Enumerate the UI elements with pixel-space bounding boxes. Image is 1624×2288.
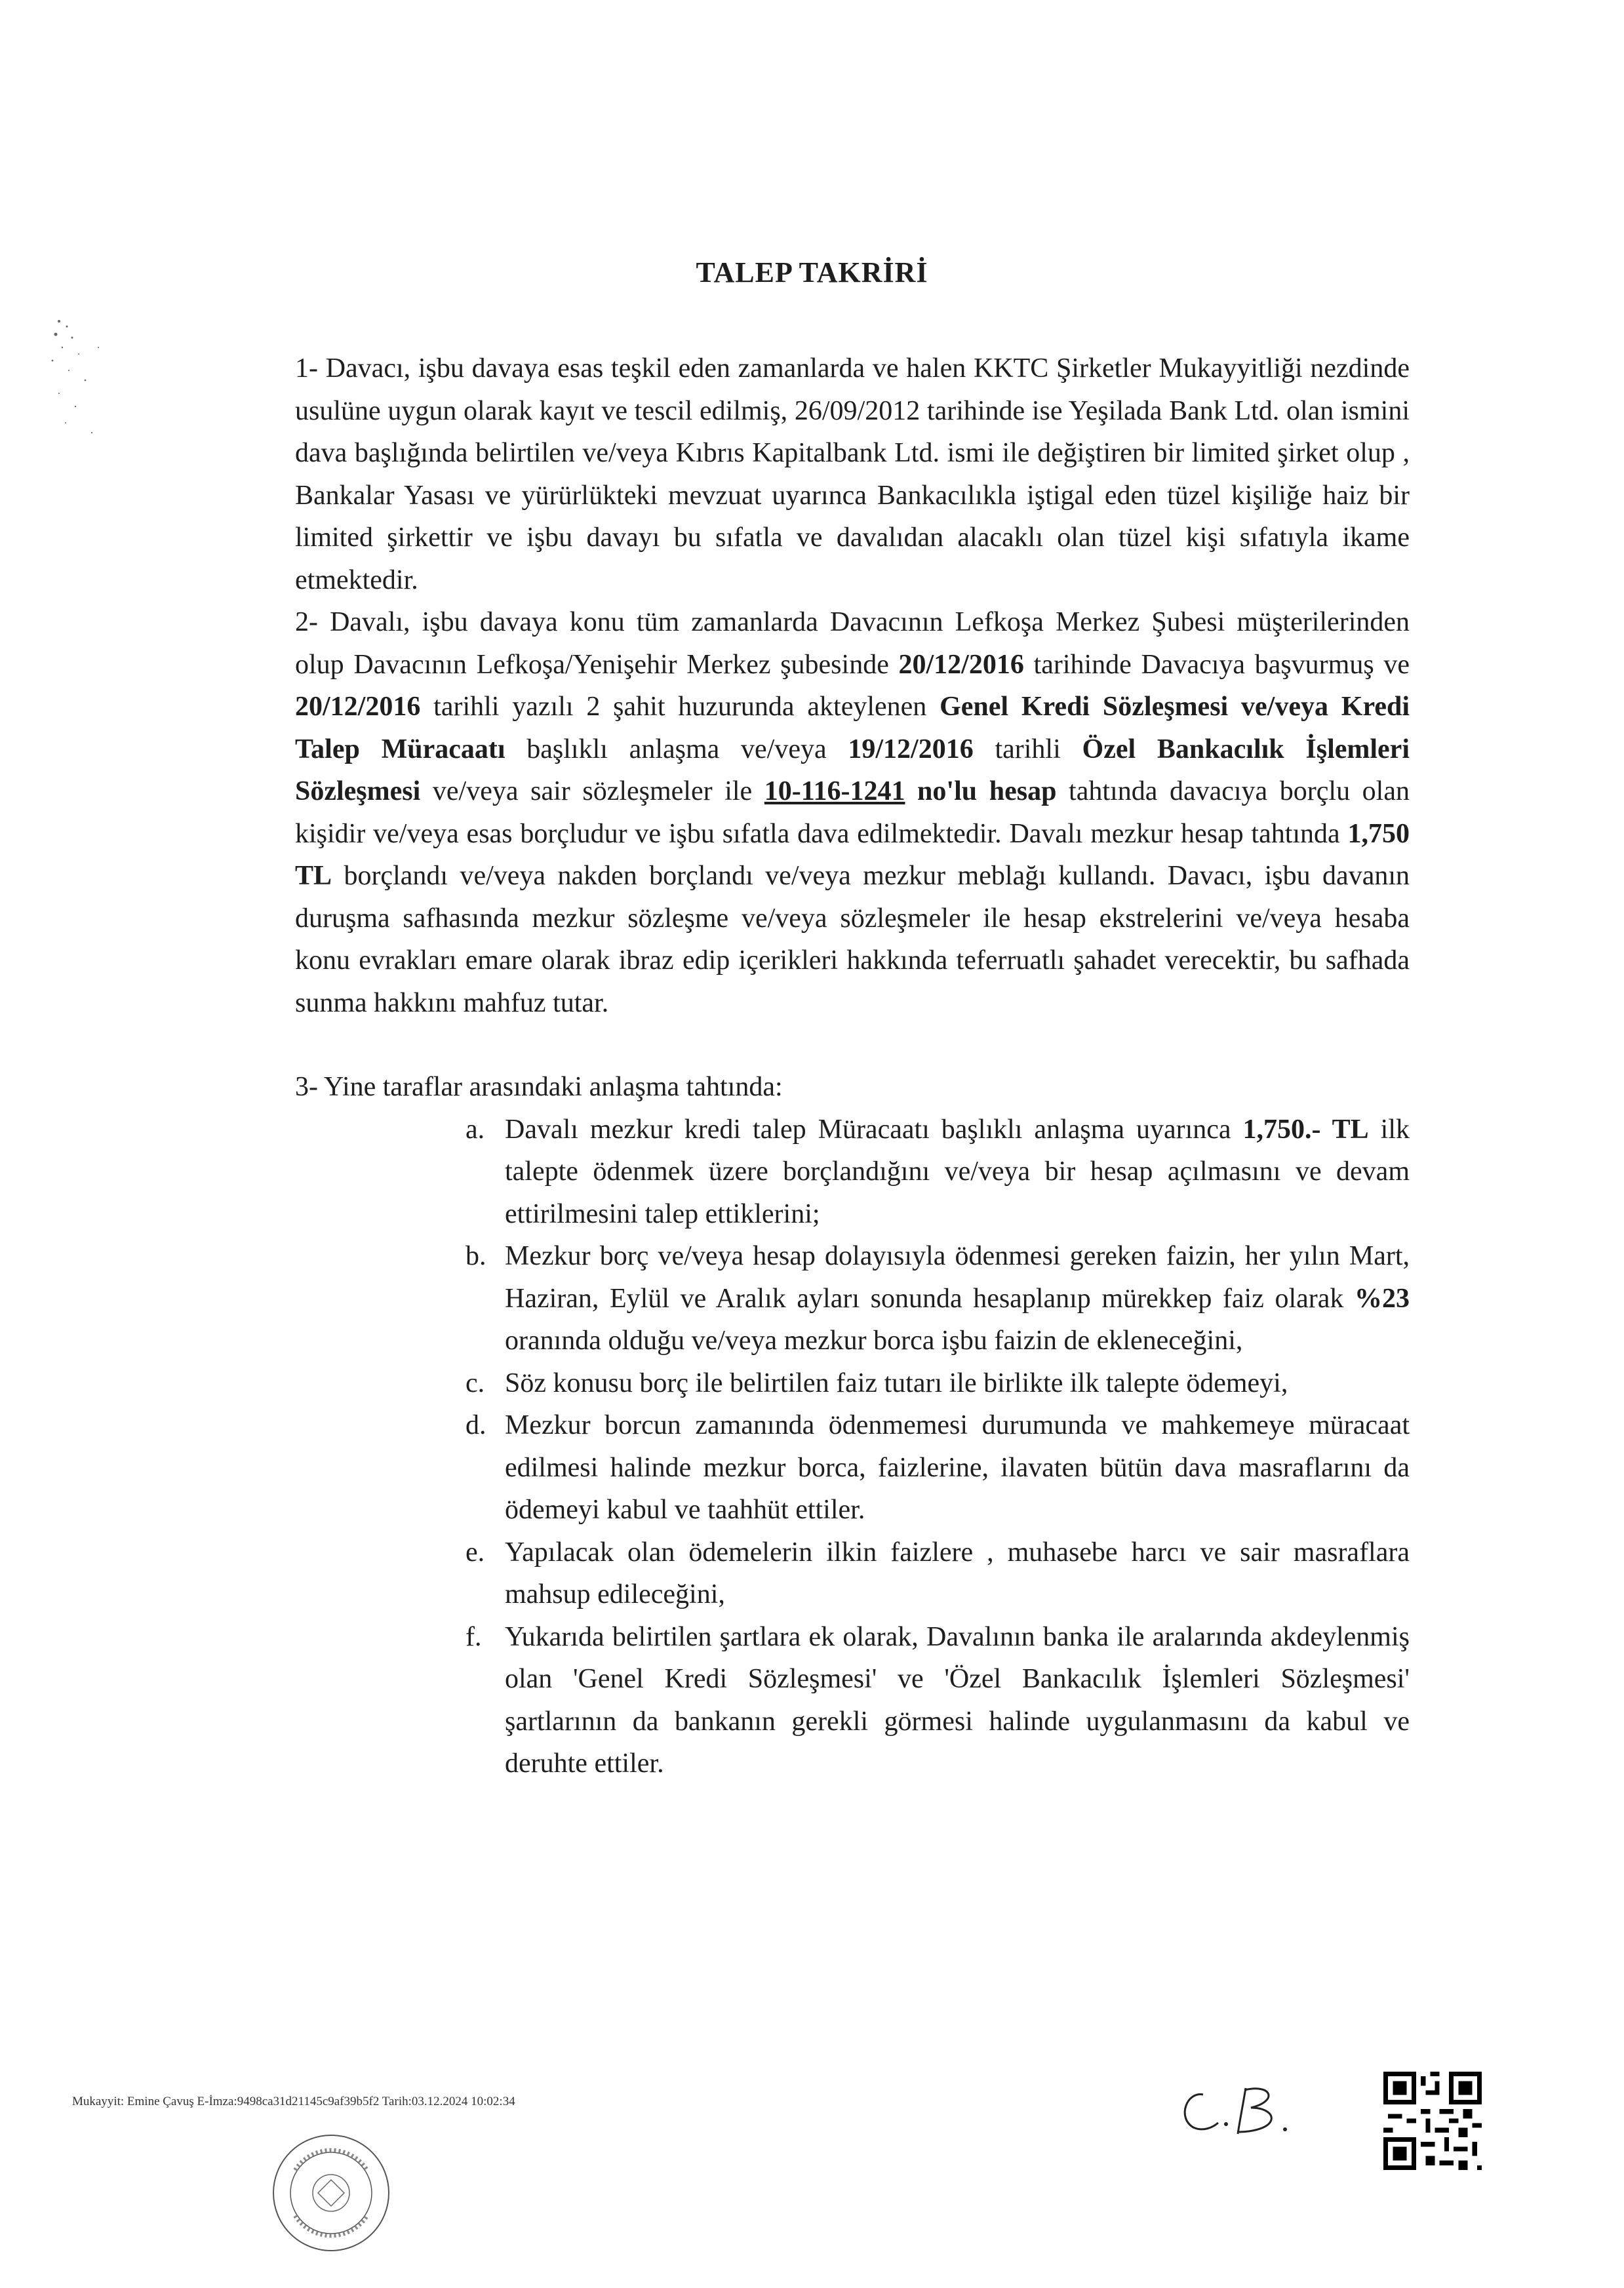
e-signature-footer: Mukayyit: Emine Çavuş E-İmza:9498ca31d21145c9af39b5f2 Tarih:03.12.2024 10:02:34 — [72, 2095, 515, 2108]
page-title: TALEP TAKRİRİ — [696, 256, 928, 288]
paragraph-2: 2- Davalı, işbu davaya konu tüm zamanlarda Davacının Lefkoşa Merkez Şubesi müşterilerinden olup Davacının Lefkoşa/Yenişehir Merkez şubesinde 20/12/2016 tarihinde Davacıya başvurmuş ve 20/12/2016 tarihli yazılı 2 şahit huzurunda akteylenen Genel Kredi Sözleşmesi ve/veya Kredi Talep Müracaatı başlıklı anlaşma ve/veya 19/12/2016 tarihli Özel Bankacılık İşlemleri Sözleşmesi ve/veya sair sözleşmeler ile 10-116-1241 no'lu hesap tahtında davacıya borçlu olan kişidir ve/veya esas borçludur ve işbu sıfatla dava edilmektedir. Davalı mezkur hesap tahtında 1,750 TL borçlandı ve/veya nakden borçlandı ve/veya mezkur meblağı kullandı. Davacı, işbu davanın duruşma safhasında mezkur sözleşme ve/veya sözleşmeler ile hesap ekstrelerini ve/veya hesaba konu evrakları emare olarak ibraz edip içerikleri hakkında teferruatlı şahadet verecektir, bu safhada sunma hakkını mahfuz tutar. — [295, 607, 1410, 1018]
list-item: d. Mezkur borcun zamanında ödenmemesi durumunda ve mahkemeye müracaat edilmesi halinde mezkur borca, faizlerine, ilavaten bütün dava masraflarını da ödemeyi kabul ve taahhüt ettiler. — [465, 1410, 1410, 1525]
official-seal-icon — [269, 2131, 393, 2255]
qr-code-icon — [1383, 2072, 1482, 2170]
list-item: b. Mezkur borç ve/veya hesap dolayısıyla ödenmesi gereken faizin, her yılın Mart, Haziran, Eylül ve Aralık ayları sonunda hesaplanıp mürekkep faiz olarak %23 oranında olduğu ve/veya mezkur borca işbu faizin de ekleneceğini, — [465, 1241, 1410, 1356]
list-item: a. Davalı mezkur kredi talep Müracaatı başlıklı anlaşma uyarınca 1,750.- TL ilk talepte ödenmek üzere borçlandığını ve/veya bir hesap açılmasını ve devam ettirilmesini talep ettiklerini; — [465, 1114, 1410, 1229]
paragraph-3-intro: 3- Yine taraflar arasındaki anlaşma tahtında: — [295, 1072, 783, 1102]
document-body — [295, 347, 1410, 1785]
account-number: 10-116-1241 — [764, 776, 905, 806]
list-item: c. Söz konusu borç ile belirtilen faiz tutarı ile birlikte ilk talepte ödemeyi, — [465, 1368, 1288, 1398]
signature — [1174, 2072, 1305, 2144]
paragraph-1: 1- Davacı, işbu davaya esas teşkil eden zamanlarda ve halen KKTC Şirketler Mukayyitliği nezdinde usulüne uygun olarak kayıt ve tescil edilmiş, 26/09/2012 tarihinde ise Yeşilada Bank Ltd. olan ismini dava başlığında belirtilen ve/veya Kıbrıs Kapitalbank Ltd. ismi ile değiştiren bir limited şirket olup , Bankalar Yasası ve yürürlükteki mevzuat uyarınca Bankacılıkla iştigal eden tüzel kişiliğe haiz bir limited şirkettir ve işbu davayı bu sıfatla ve davalıdan alacaklı olan tüzel kişi sıfatıyla ikame etmektedir. — [295, 353, 1410, 595]
terms-list — [295, 1109, 1410, 1785]
list-item: e. Yapılacak olan ödemelerin ilkin faizlere , muhasebe harcı ve sair masraflara mahsup edileceğini, — [465, 1537, 1410, 1609]
scan-noise-icon — [39, 308, 118, 452]
list-item: f. Yukarıda belirtilen şartlara ek olarak, Davalının banka ile aralarında akdeylenmiş olan 'Genel Kredi Sözleşmesi' ve 'Özel Bankacılık İşlemleri Sözleşmesi' şartlarının da bankanın gerekli görmesi halinde uygulanmasını da kabul ve deruhte ettiler. — [465, 1621, 1410, 1779]
